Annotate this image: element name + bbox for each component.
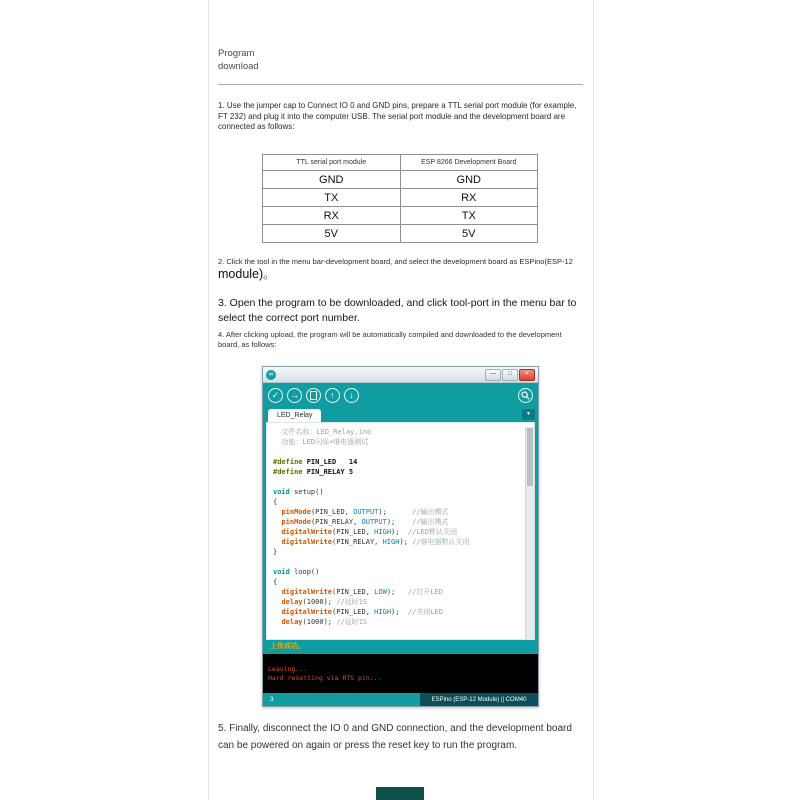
table-cell: GND (400, 171, 538, 189)
save-icon[interactable]: ↓ (344, 388, 359, 403)
ide-titlebar (263, 367, 538, 383)
code-line: void setup() (273, 488, 324, 496)
code-line: 文件名称：LED_Relay.ino (273, 428, 372, 436)
maximize-button[interactable]: □ (502, 369, 518, 381)
code-line: delay(1000); //延时1S (281, 618, 368, 626)
code-line: #define PIN_LED 14 (273, 458, 358, 466)
minimize-button[interactable]: — (485, 369, 501, 381)
editor-scrollbar[interactable] (525, 427, 534, 639)
code-line: 功能：LED闪烁+继电器测试 (273, 438, 369, 446)
tab-menu-chevron-down-icon[interactable]: ▼ (522, 409, 535, 420)
open-icon[interactable]: ↑ (325, 388, 340, 403)
table-cell: 5V (263, 225, 401, 243)
arduino-logo-icon: ∞ (266, 370, 276, 380)
ide-tabbar (263, 407, 538, 422)
status-message: 上传成功。 (263, 640, 538, 654)
console-line: Leaving... (268, 665, 308, 673)
code-surface[interactable] (266, 422, 535, 640)
step-2-text (218, 257, 584, 279)
table-header-cell: ESP 8266 Development Board (400, 155, 538, 171)
code-line: { (273, 498, 278, 506)
code-line (273, 477, 525, 487)
console-line: Hard resetting via RTS pin... (268, 673, 382, 682)
code-line: digitalWrite(PIN_LED, HIGH); //LED默认关闭 (281, 528, 457, 536)
code-line (273, 557, 525, 567)
step-1-text: 1. Use the jumper cap to Connect IO 0 and GND pins, prepare a TTL serial port module (for example, FT 232) and plug it into the computer USB. The serial port module and the development board are connected as follows: (218, 101, 577, 131)
code-editor[interactable] (273, 427, 525, 639)
code-line: digitalWrite(PIN_LED, HIGH); //关闭LED (281, 608, 443, 616)
table-row (263, 189, 538, 207)
tab-led-relay[interactable]: LED_Relay (268, 409, 321, 422)
code-line: pinMode(PIN_LED, OUTPUT); //输出模式 (281, 508, 449, 516)
code-line: { (273, 578, 278, 586)
code-line: digitalWrite(PIN_RELAY, HIGH); //继电器默认关闭 (281, 538, 470, 546)
code-line: pinMode(PIN_RELAY, OUTPUT); //输出模式 (281, 518, 449, 526)
step-4-text: 4. After clicking upload, the program will be automatically compiled and downloaded to the development board, as follows: (218, 330, 562, 349)
close-button[interactable]: × (519, 369, 535, 381)
table-header-row (263, 155, 538, 171)
step-5-text: 5. Finally, disconnect the IO 0 and GND connection, and the development board can be powered on again or press the reset key to run the program. (218, 723, 572, 751)
code-line: #define PIN_RELAY 5 (273, 468, 354, 476)
arduino-ide-window (262, 366, 539, 707)
ide-statusbar (263, 693, 538, 706)
section-title (218, 48, 259, 73)
table-row (263, 225, 538, 243)
console-output (263, 654, 538, 693)
step-3-text: 3. Open the program to be downloaded, and click tool-port in the menu bar to select the correct port number. (218, 297, 577, 324)
table-header-cell: TTL serial port module (263, 155, 401, 171)
verify-icon[interactable]: ✓ (268, 388, 283, 403)
statusbar-board-port: ESPino (ESP-12 Module) || COM40 (420, 693, 538, 706)
code-line (273, 447, 525, 457)
table-cell: RX (263, 207, 401, 225)
code-line: delay(1000); //延时1S (281, 598, 368, 606)
ide-toolbar (263, 383, 538, 407)
table-cell: GND (263, 171, 401, 189)
code-line: digitalWrite(PIN_LED, LOW); //打开LED (281, 588, 443, 596)
upload-icon[interactable]: → (287, 388, 302, 403)
step-2-small: 2. Click the tool in the menu bar-development board, and select the development board as ESPino(ESP-12 (218, 257, 573, 266)
title-divider (218, 84, 583, 85)
section-title-line1: Program (218, 48, 255, 59)
connection-table (262, 154, 538, 243)
section-title-line2: download (218, 60, 259, 72)
table-cell: TX (400, 207, 538, 225)
table-row (263, 207, 538, 225)
editor-area (263, 422, 538, 640)
page-footer-mark (376, 787, 424, 800)
table-cell: TX (263, 189, 401, 207)
statusbar-line-number: 3 (270, 696, 274, 703)
scrollbar-thumb[interactable] (527, 428, 533, 486)
code-line: } (273, 548, 278, 556)
table-cell: RX (400, 189, 538, 207)
new-sketch-icon[interactable] (306, 388, 321, 403)
code-line: void loop() (273, 568, 320, 576)
table-row (263, 171, 538, 189)
serial-monitor-icon[interactable] (518, 388, 533, 403)
step-2-large: module)。 (218, 267, 276, 281)
table-cell: 5V (400, 225, 538, 243)
